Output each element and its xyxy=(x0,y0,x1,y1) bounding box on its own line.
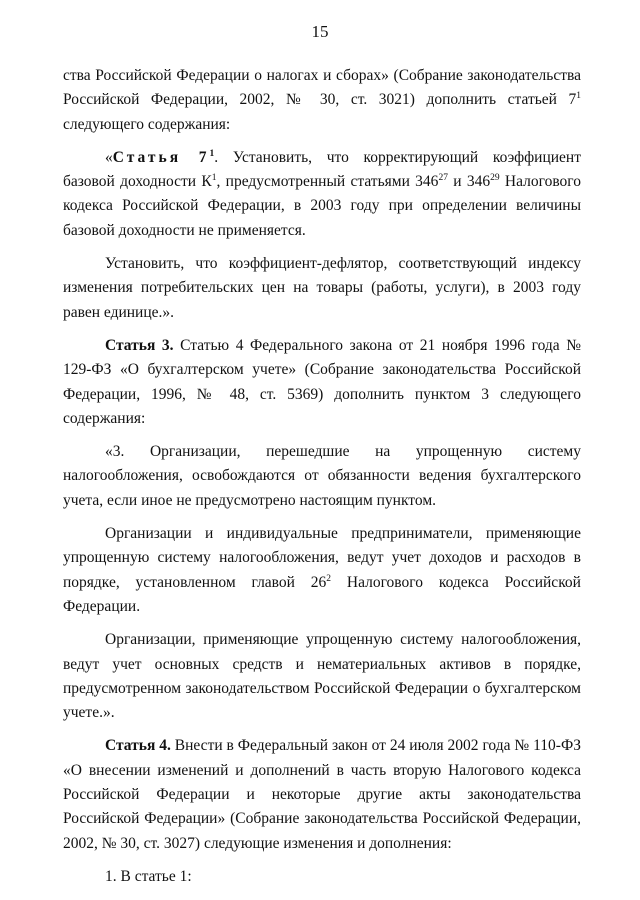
paragraph-article-7-1 xyxy=(63,146,581,243)
paragraph-list-item-1: 1. В статье 1: xyxy=(105,867,192,885)
text: Статью 4 Федерального закона от 21 ноября 1996 года № 129-ФЗ «О бухгалтерском учете» (Собрание законодательства Российской Федерации, 1996, № 48, ст. 5369) дополнить пунктом 3 следующего содержания: xyxy=(63,336,582,427)
superscript: 1 xyxy=(576,91,581,102)
paragraph-entrepreneurs xyxy=(63,522,581,619)
document-body xyxy=(63,64,581,898)
paragraph-deflator: Установить, что коэффициент-дефлятор, соответствующий индексу изменения потребительских цен на товары (работы, услуги), в 2003 году равен единице.». xyxy=(63,255,581,321)
text: Организации и индивидуальные предприниматели, применяющие упрощенную систему налогообложения, ведут учет доходов и расходов в порядке, установленном главой 26 xyxy=(63,525,581,591)
text: ства Российской Федерации о налогах и сборах» (Собрание законодательства Российской Федерации, 2002, № 30, ст. 3021) дополнить статьей 7 xyxy=(63,67,581,109)
superscript: 1 xyxy=(211,173,217,184)
article-heading: Статья 7 xyxy=(112,148,210,166)
text: , предусмотренный статьями 346 xyxy=(216,173,439,191)
text: « xyxy=(105,148,113,166)
text: . Установить, что корректирующий коэффициент базовой доходности К xyxy=(63,148,581,191)
superscript: 1 xyxy=(209,148,215,159)
superscript: 2 xyxy=(326,573,332,584)
page-number: 15 xyxy=(311,22,329,41)
text: и 346 xyxy=(447,173,491,191)
superscript: 29 xyxy=(490,173,500,184)
article-heading: Статья 3. xyxy=(105,336,174,354)
paragraph-fixed-assets: Организации, применяющие упрощенную систему налогообложения, ведут учет основных средств и нематериальных активов в порядке, предусмотренном законодательством Российской Федерации о бухгалтерском учете.». xyxy=(63,631,581,722)
text: Налогового кодекса Российской Федерации. xyxy=(63,573,581,615)
paragraph-continuation xyxy=(63,64,581,137)
paragraph-point-3: «3. Организации, перешедшие на упрощенную систему налогообложения, освобождаются от обязанности ведения бухгалтерского учета, если иное не предусмотрено настоящим пунктом. xyxy=(63,443,581,509)
text: Внести в Федеральный закон от 24 июля 2002 года № 110-ФЗ «О внесении изменений и дополнений в часть вторую Налогового кодекса Российской Федерации и некоторые другие акты законодательства Российской Федерации» (Собрание законодательства Российской Федерации, 2002, № 30, ст. 3027) следующие изменения и дополнения: xyxy=(63,737,581,852)
paragraph-article-4 xyxy=(63,734,581,855)
text: Налогового кодекса Российской Федерации, в 2003 году при определении величины базовой доходности не применяется. xyxy=(63,173,582,239)
superscript: 27 xyxy=(438,173,448,184)
paragraph-article-3 xyxy=(63,334,581,431)
article-heading: Статья 4. xyxy=(105,737,171,755)
text: следующего содержания: xyxy=(63,115,231,133)
